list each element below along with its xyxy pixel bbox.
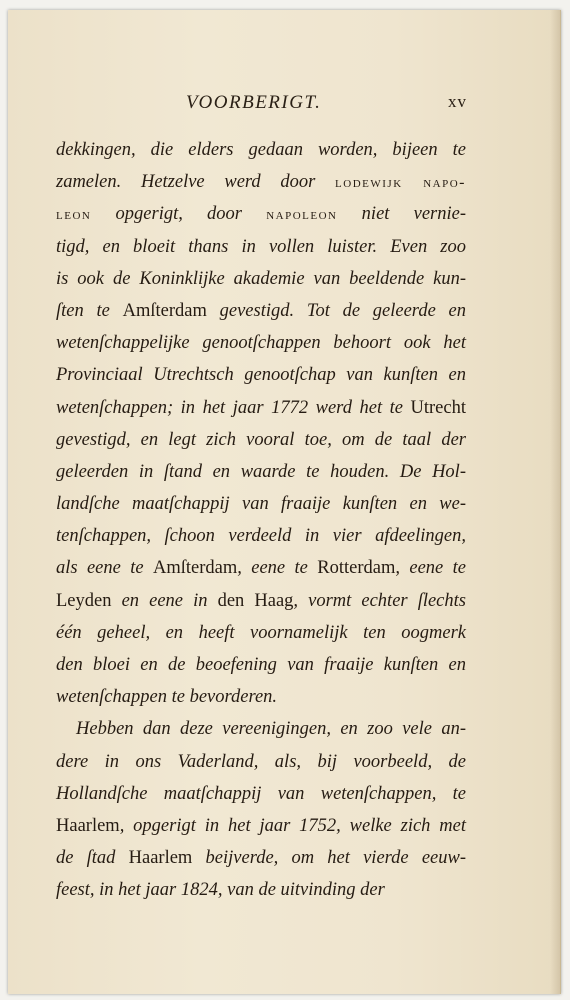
text-line — [56, 810, 466, 842]
text-line — [56, 166, 466, 198]
text-segment: Haarlem — [128, 848, 193, 869]
text-line — [56, 488, 466, 520]
text-segment: Amſterdam — [152, 558, 238, 579]
text-segment: tenſchappen, ſchoon verdeeld in vier afdeelingen, — [56, 526, 466, 547]
text-segment: Hollandſche maatſchappij van wetenſchappen, te — [56, 783, 466, 804]
text-segment: napoleon — [266, 206, 338, 224]
text-segment: is ook de Koninklijke akademie van beeldende kun- — [56, 268, 466, 289]
text-line — [56, 552, 466, 584]
text-segment: gevestigd, en legt zich vooral toe, om de taal der — [56, 429, 466, 450]
text-segment: Provinciaal Utrechtsch genootſchap van kunſten en — [56, 365, 466, 386]
running-title: VOORBERIGT. — [186, 92, 322, 113]
text-segment: wetenſchappen te bevorderen. — [56, 687, 278, 708]
text-line — [56, 134, 466, 166]
text-segment: leon — [56, 206, 92, 224]
text-segment: en eene in — [111, 590, 218, 611]
body-text — [56, 134, 466, 907]
text-line — [56, 649, 466, 681]
text-segment: één geheel, en heeft voornamelijk ten oogmerk — [56, 622, 466, 643]
text-segment: ſten te — [56, 300, 123, 321]
text-segment: de ſtad — [56, 848, 129, 869]
text-segment: Amſterdam — [122, 300, 207, 321]
text-segment: landſche maatſchappij van fraaije kunſten en we- — [56, 494, 466, 515]
text-segment: geleerden in ſtand en waarde te houden. De Hol- — [56, 461, 466, 482]
page-header — [8, 92, 560, 122]
book-page — [8, 10, 561, 994]
text-segment: zamelen. Hetzelve werd door — [56, 172, 336, 193]
text-segment: dekkingen, die elders gedaan worden, bijeen te — [56, 140, 466, 160]
text-line — [56, 424, 466, 456]
text-line — [56, 842, 466, 874]
text-line — [56, 392, 466, 424]
text-line — [56, 778, 466, 810]
text-line — [56, 198, 466, 230]
text-line — [56, 681, 466, 713]
text-line — [56, 520, 466, 552]
page-number: xv — [448, 92, 467, 111]
text-segment: , eene te — [237, 558, 318, 579]
text-segment: , eene te — [395, 558, 466, 579]
text-line — [56, 231, 466, 263]
text-segment: niet vernie- — [337, 204, 467, 225]
text-segment: wetenſchappen; in het jaar 1772 werd het te — [56, 397, 411, 418]
text-segment: Leyden — [56, 590, 112, 611]
text-line — [56, 456, 466, 488]
text-line — [56, 713, 466, 745]
text-line — [56, 327, 466, 359]
text-segment: tigd, en bloeit thans in vollen luister. Even zoo — [56, 236, 466, 257]
text-segment: lodewijk napo- — [335, 174, 467, 192]
text-segment: Utrecht — [410, 397, 466, 418]
text-segment: opgerigt, door — [91, 204, 267, 225]
text-line — [56, 295, 466, 327]
text-segment: Rotterdam — [317, 558, 396, 579]
text-segment: Haarlem — [56, 815, 120, 836]
text-segment: Hebben dan deze vereenigingen, en zoo vele an- — [76, 719, 466, 740]
text-line — [56, 585, 466, 617]
text-segment: den bloei en de beoefening van fraaije kunſten en — [56, 655, 466, 675]
text-segment: , opgerigt in het jaar 1752, welke zich met — [119, 815, 466, 836]
text-segment: gevestigd. Tot de geleerde en — [206, 300, 466, 321]
text-segment: wetenſchappelijke genootſchappen behoort ook het — [56, 333, 466, 354]
text-line — [56, 263, 466, 295]
text-segment: beijverde, om het vierde eeuw- — [192, 848, 466, 869]
text-segment: , vormt echter ſlechts — [293, 590, 466, 611]
text-segment: den Haag — [217, 590, 294, 611]
text-segment: dere in ons Vaderland, als, bij voorbeeld, de — [56, 751, 466, 772]
text-line — [56, 746, 466, 778]
page-edge-shadow — [550, 10, 560, 994]
text-segment: feest, in het jaar 1824, van de uitvinding der — [56, 880, 385, 901]
text-line — [56, 874, 466, 906]
text-segment: als eene te — [56, 558, 153, 579]
text-line — [56, 359, 466, 391]
text-line — [56, 617, 466, 649]
